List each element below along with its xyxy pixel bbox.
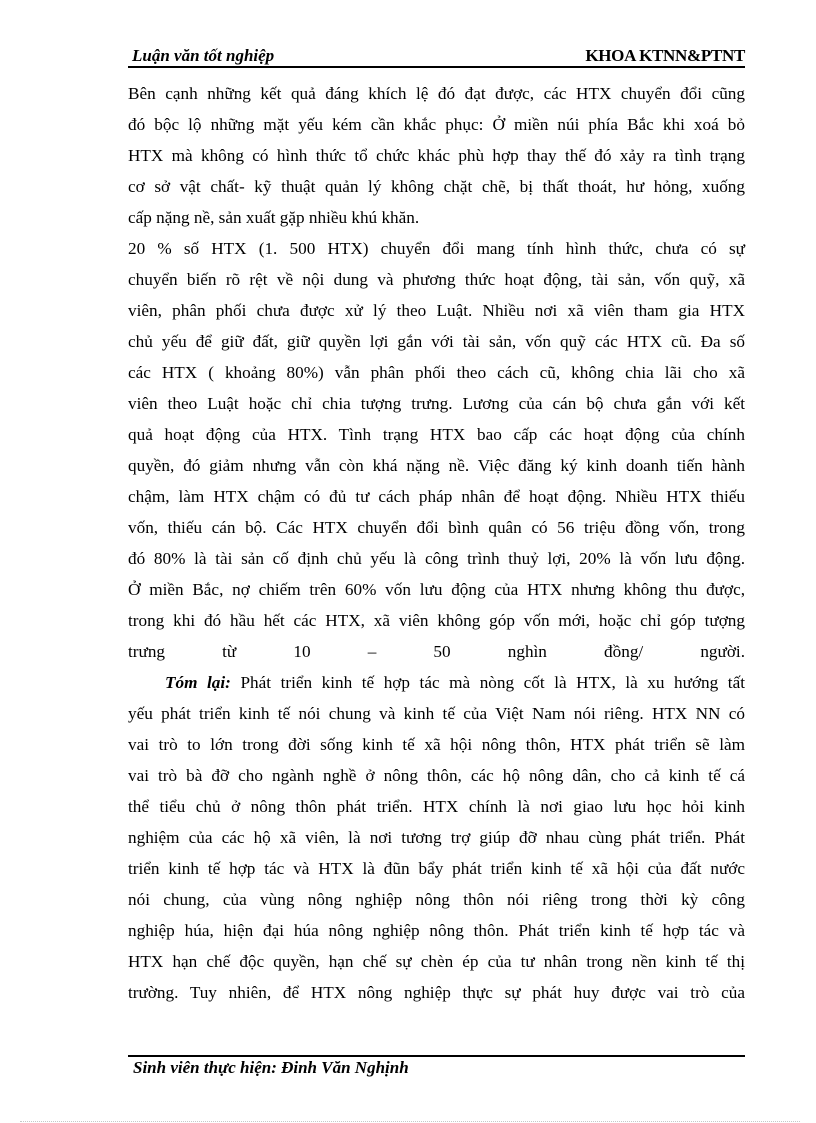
- footer-divider: [128, 1055, 745, 1057]
- text-line: triển kinh tế hợp tác và HTX là đũn bẩy phát triển kinh tế xã hội của đất nước: [128, 859, 745, 878]
- text-line: chủ yếu để giữ đất, giữ quyền lợi gắn với tài sản, vốn quỹ các HTX cũ. Đa số: [128, 332, 745, 351]
- text-line: chậm, làm HTX chậm có đủ tư cách pháp nhân để hoạt động. Nhiều HTX thiếu: [128, 487, 745, 506]
- text-line: nói chung, của vùng nông nghiệp nông thôn nói riêng trong thời kỳ công: [128, 890, 745, 909]
- text-line: Ở miền Bắc, nợ chiếm trên 60% vốn lưu động của HTX nhưng không thu được,: [128, 580, 745, 599]
- text-line: nghiệp húa, hiện đại húa nông nghiệp nông thôn. Phát triển kinh tế hợp tác và: [128, 921, 745, 940]
- text-line: 20 % số HTX (1. 500 HTX) chuyển đổi mang tính hình thức, chưa có sự: [128, 239, 745, 258]
- summary-lead: Tóm lại:: [165, 673, 231, 692]
- header-faculty: KHOA KTNN&PTNT: [585, 46, 745, 65]
- text-line: vốn, thiếu cán bộ. Các HTX chuyển đổi bình quân có 56 triệu đồng vốn, trong: [128, 518, 745, 537]
- text-line: viên theo Luật hoặc chỉ chia tượng trưng. Lương của cán bộ chưa gắn với kết: [128, 394, 745, 413]
- text-line: viên, phân phối chưa được xử lý theo Luật. Nhiều nơi xã viên tham gia HTX: [128, 301, 745, 320]
- text-line: cấp nặng nề, sản xuất gặp nhiều khú khăn.: [128, 208, 420, 227]
- text-line: chuyển biến rõ rệt về nội dung và phương thức hoạt động, tài sản, vốn quỹ, xã: [128, 270, 745, 289]
- header-thesis-title: Luận văn tốt nghiệp: [132, 46, 275, 65]
- text-line: trưng từ 10 – 50 nghìn đồng/ người.: [128, 642, 745, 661]
- summary-first-line-text: Phát triển kinh tế hợp tác mà nòng cốt là HTX, là xu hướng tất: [230, 673, 745, 692]
- text-line: quả hoạt động của HTX. Tình trạng HTX bao cấp các hoạt động của chính: [128, 425, 745, 444]
- text-line: vai trò to lớn trong đời sống kinh tế xã hội nông thôn, HTX phát triển sẽ làm: [128, 735, 745, 754]
- page-edge-divider: [20, 1121, 800, 1122]
- text-line: HTX hạn chế độc quyền, hạn chế sự chèn ép của tư nhân trong nền kinh tế thị: [128, 952, 745, 971]
- footer-author: Sinh viên thực hiện: Đinh Văn Nghịnh: [133, 1058, 409, 1077]
- text-line: quyền, đó giảm nhưng vẫn còn khá nặng nề. Việc đăng ký kinh doanh tiến hành: [128, 456, 745, 475]
- text-line: các HTX ( khoảng 80%) vẫn phân phối theo cách cũ, không chia lãi cho xã: [128, 363, 745, 382]
- text-line: đó 80% là tài sản cố định chủ yếu là công trình thuỷ lợi, 20% là vốn lưu động.: [128, 549, 745, 568]
- text-line: yếu phát triển kinh tế nói chung và kinh tế của Việt Nam nói riêng. HTX NN có: [128, 704, 745, 723]
- summary-first-line: [165, 667, 745, 698]
- text-line: HTX mà không có hình thức tổ chức khác phù hợp thay thế đó xảy ra tình trạng: [128, 146, 745, 165]
- text-line: cơ sở vật chất- kỹ thuật quản lý không chặt chẽ, bị thất thoát, hư hỏng, xuống: [128, 177, 745, 196]
- text-line: Bên cạnh những kết quả đáng khích lệ đó đạt được, các HTX chuyển đổi cũng: [128, 84, 745, 103]
- text-line: nghiệm của các hộ xã viên, là nơi tương trợ giúp đỡ nhau cùng phát triển. Phát: [128, 828, 745, 847]
- text-line: vai trò bà đỡ cho ngành nghề ở nông thôn, các hộ nông dân, cho cả kinh tế cá: [128, 766, 745, 785]
- text-line: đó bộc lộ những mặt yếu kém cần khắc phục: Ở miền núi phía Bắc khi xoá bỏ: [128, 115, 745, 134]
- text-line: trong khi đó hầu hết các HTX, xã viên không góp vốn mới, hoặc chỉ góp tượng: [128, 611, 745, 630]
- text-line: thể tiểu chủ ở nông thôn phát triển. HTX chính là nơi giao lưu học hỏi kinh: [128, 797, 745, 816]
- page-header: [128, 44, 745, 68]
- text-line: trường. Tuy nhiên, để HTX nông nghiệp thực sự phát huy được vai trò của: [128, 983, 745, 1002]
